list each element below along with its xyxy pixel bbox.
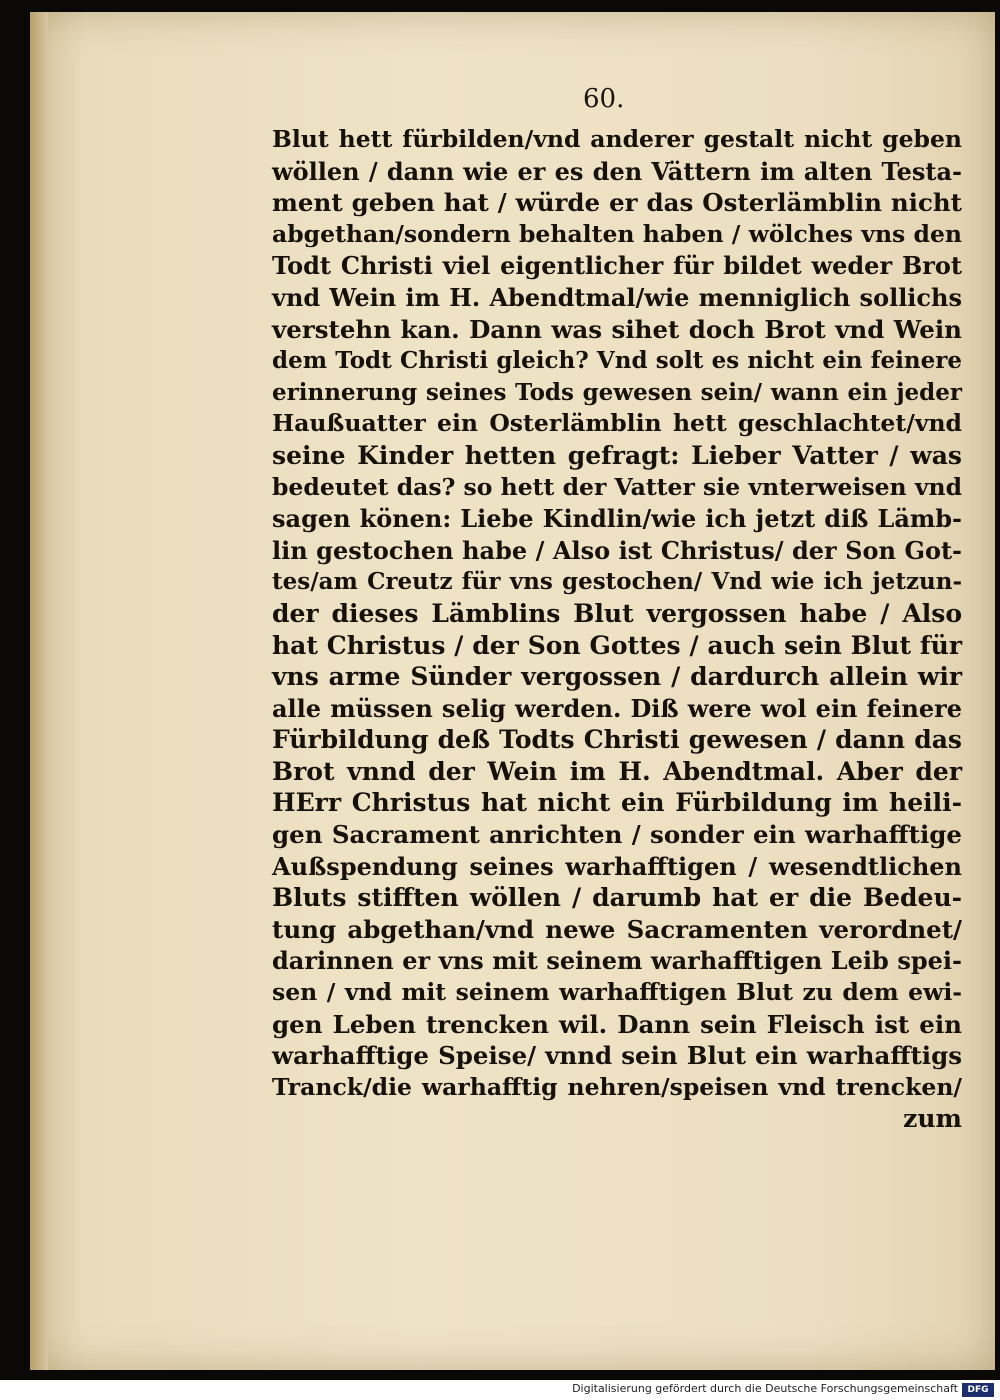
text-line: sagen könen: Liebe Kindlin/wie ich jetzt diß Lämb- bbox=[272, 504, 962, 534]
text-line: Bluts stifften wöllen / darumb hat er die Bedeu- bbox=[272, 883, 962, 913]
text-line: der dieses Lämblins Blut vergossen habe / Also bbox=[272, 598, 962, 628]
text-line: vns arme Sünder vergossen / dardurch allein wir bbox=[272, 662, 962, 692]
text-line: verstehn kan. Dann was sihet doch Brot vnd Wein bbox=[272, 314, 962, 344]
text-line: seine Kinder hetten gefragt: Lieber Vatter / was bbox=[272, 440, 962, 470]
text-line: Haußuatter ein Osterlämblin hett geschlachtet/vnd bbox=[272, 409, 962, 438]
text-line: lin gestochen habe / Also ist Christus/ der Son Got- bbox=[272, 535, 962, 565]
text-line: tes/am Creutz für vns gestochen/ Vnd wie ich jetzun- bbox=[272, 568, 962, 596]
text-line: Blut hett fürbilden/vnd anderer gestalt nicht geben bbox=[272, 125, 962, 153]
text-line: Tranck/die warhafftig nehren/speisen vnd trencken/ bbox=[272, 1072, 962, 1101]
text-line: hat Christus / der Son Gottes / auch sein Blut für bbox=[272, 630, 962, 660]
page-gutter bbox=[30, 12, 48, 1370]
text-line: gen Sacrament anrichten / sonder ein warhafftige bbox=[272, 820, 962, 850]
text-line: sen / vnd mit seinem warhafftigen Blut zu dem ewi- bbox=[272, 978, 962, 1007]
dfg-logo-icon: DFG bbox=[962, 1383, 994, 1397]
text-line: vnd Wein im H. Abendtmal/wie menniglich sollichs bbox=[272, 282, 962, 312]
text-line: bedeutet das? so hett der Vatter sie vnterweisen vnd bbox=[272, 472, 962, 501]
page-text bbox=[272, 124, 962, 1135]
text-line: gen Leben trencken wil. Dann sein Fleisch ist ein bbox=[272, 1009, 962, 1039]
text-line: abgethan/sondern behalten haben / wölches vns den bbox=[272, 219, 962, 248]
text-line: warhafftige Speise/ vnnd sein Blut ein warhafftigs bbox=[272, 1041, 962, 1071]
page-number: 60. bbox=[583, 84, 625, 114]
text-line: alle müssen selig werden. Diß were wol ein feinere bbox=[272, 693, 962, 723]
footer-bar bbox=[0, 1380, 1000, 1400]
text-line: erinnerung seines Tods gewesen sein/ wann ein jeder bbox=[272, 378, 962, 406]
text-line: Außspendung seines warhafftigen / wesendtlichen bbox=[272, 851, 962, 881]
text-line: darinnen er vns mit seinem warhafftigen Leib spei- bbox=[272, 946, 962, 976]
text-line: Brot vnnd der Wein im H. Abendtmal. Aber der bbox=[272, 756, 962, 786]
text-line: HErr Christus hat nicht ein Fürbildung im heili- bbox=[272, 788, 962, 818]
catchword: zum bbox=[903, 1104, 962, 1134]
text-line: ment geben hat / würde er das Osterlämblin nicht bbox=[272, 188, 962, 218]
text-line: Fürbildung deß Todts Christi gewesen / dann das bbox=[272, 725, 962, 755]
text-line: tung abgethan/vnd newe Sacramenten verordnet/ bbox=[272, 914, 962, 944]
funding-notice: Digitalisierung gefördert durch die Deutsche Forschungsgemeinschaft bbox=[572, 1382, 958, 1395]
text-line: Todt Christi viel eigentlicher für bildet weder Brot bbox=[272, 251, 962, 281]
text-line: wöllen / dann wie er es den Vättern im alten Testa- bbox=[272, 156, 962, 186]
text-line: dem Todt Christi gleich? Vnd solt es nicht ein feinere bbox=[272, 347, 962, 375]
